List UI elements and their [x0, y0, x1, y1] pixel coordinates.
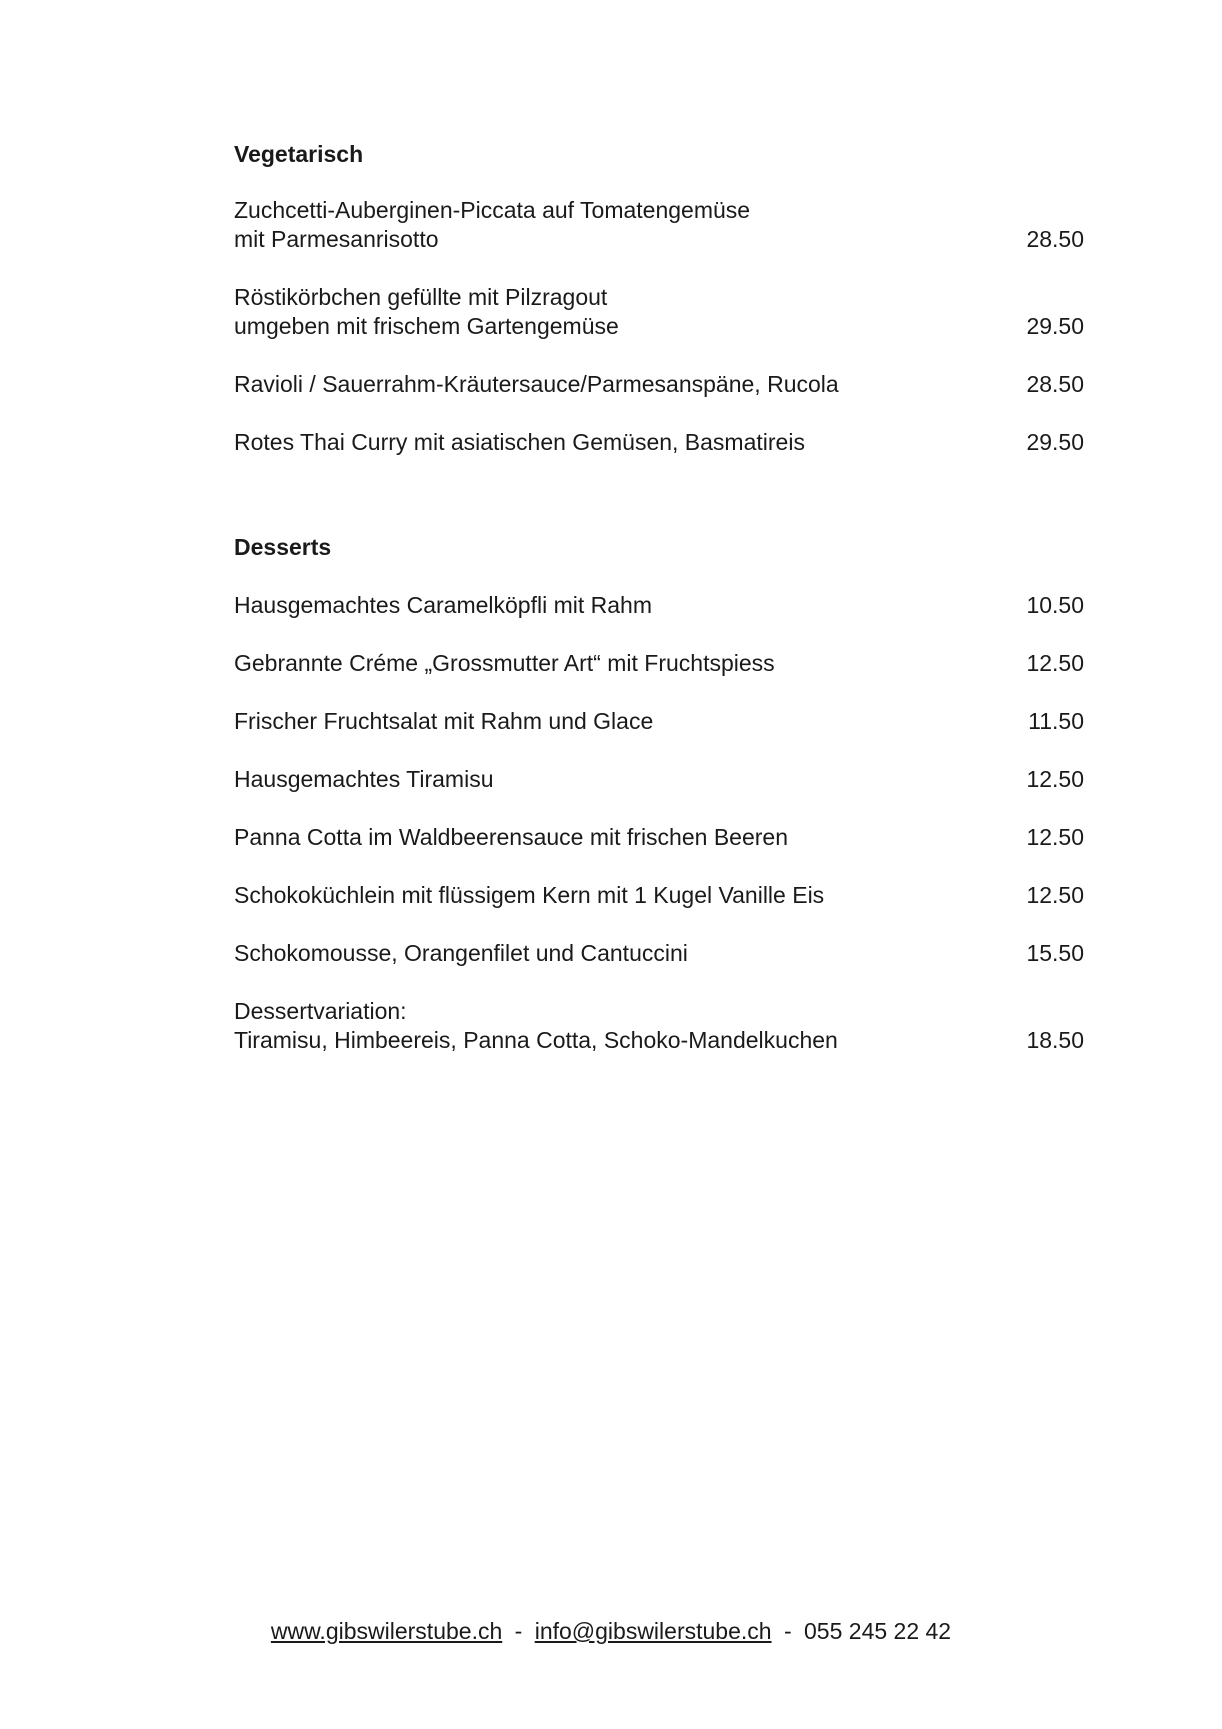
menu-list	[234, 196, 1084, 457]
menu-item-price: 12.50	[1026, 824, 1084, 850]
menu-item-price: 18.50	[1026, 1027, 1084, 1053]
menu-item-price: 12.50	[1026, 650, 1084, 676]
section-title: Vegetarisch	[234, 141, 364, 167]
menu-item-line: Ravioli / Sauerrahm-Kräutersauce/Parmesanspäne, Rucola	[234, 371, 839, 397]
menu-item-line: Schokoküchlein mit flüssigem Kern mit 1 Kugel Vanille Eis	[234, 882, 825, 908]
menu-item-line: Tiramisu, Himbeereis, Panna Cotta, Schoko-Mandelkuchen	[234, 1027, 838, 1053]
menu-item-text	[234, 283, 974, 341]
menu-item-price: 15.50	[1026, 940, 1084, 966]
menu-item	[234, 707, 1084, 736]
menu-item-price: 11.50	[1028, 708, 1084, 734]
menu-item-text	[234, 881, 974, 910]
menu-item-text	[234, 649, 974, 678]
menu-item	[234, 823, 1084, 852]
menu-item-text	[234, 591, 974, 620]
menu-item-text	[234, 997, 974, 1055]
menu-item-price: 28.50	[1026, 371, 1084, 397]
menu-item-line: Hausgemachtes Tiramisu	[234, 766, 494, 792]
menu-item	[234, 283, 1084, 341]
menu-item	[234, 428, 1084, 457]
menu-item-text	[234, 707, 974, 736]
menu-item	[234, 649, 1084, 678]
menu-item-line: umgeben mit frischem Gartengemüse	[234, 313, 619, 339]
menu-item	[234, 997, 1084, 1055]
menu-item-line: Panna Cotta im Waldbeerensauce mit frischen Beeren	[234, 824, 788, 850]
website-link[interactable]: www.gibswilerstube.ch	[270, 1618, 503, 1644]
menu-item-price: 10.50	[1026, 592, 1084, 618]
menu-item-price: 12.50	[1026, 766, 1084, 792]
menu-item-price: 12.50	[1026, 882, 1084, 908]
menu-item	[234, 591, 1084, 620]
menu-item-price: 29.50	[1026, 429, 1084, 455]
menu-item	[234, 370, 1084, 399]
menu-item-line: Röstikörbchen gefüllte mit Pilzragout	[234, 284, 608, 310]
section-title: Desserts	[234, 534, 332, 560]
menu-item-price: 28.50	[1026, 226, 1084, 252]
menu-item-text	[234, 428, 974, 457]
menu-list	[234, 591, 1084, 1055]
menu-item	[234, 196, 1084, 254]
menu-item	[234, 881, 1084, 910]
menu-item-text	[234, 939, 974, 968]
menu-item-text	[234, 370, 974, 399]
menu-item-line: Dessertvariation:	[234, 998, 407, 1024]
menu-item-line: Rotes Thai Curry mit asiatischen Gemüsen, Basmatireis	[234, 429, 805, 455]
menu-item-line: mit Parmesanrisotto	[234, 226, 439, 252]
footer-separator: -	[783, 1618, 792, 1644]
menu-item-line: Hausgemachtes Caramelköpfli mit Rahm	[234, 592, 652, 618]
menu-item-line: Schokomousse, Orangenfilet und Cantuccini	[234, 940, 688, 966]
menu-item	[234, 939, 1084, 968]
menu-item-text	[234, 765, 974, 794]
menu-item-text	[234, 823, 974, 852]
menu-item-price: 29.50	[1026, 313, 1084, 339]
footer-separator: -	[514, 1618, 523, 1644]
menu-item-line: Zuchcetti-Auberginen-Piccata auf Tomatengemüse	[234, 197, 751, 223]
phone-number: 055 245 22 42	[804, 1618, 952, 1644]
menu-item-line: Gebrannte Créme „Grossmutter Art“ mit Fruchtspiess	[234, 650, 775, 676]
menu-item-text	[234, 196, 974, 254]
section-desserts	[234, 533, 1084, 1055]
menu-item	[234, 765, 1084, 794]
contact-footer	[0, 1617, 1222, 1646]
email-link[interactable]: info@gibswilerstube.ch	[534, 1618, 772, 1644]
menu-item-line: Frischer Fruchtsalat mit Rahm und Glace	[234, 708, 654, 734]
section-vegetarisch	[234, 140, 1084, 457]
